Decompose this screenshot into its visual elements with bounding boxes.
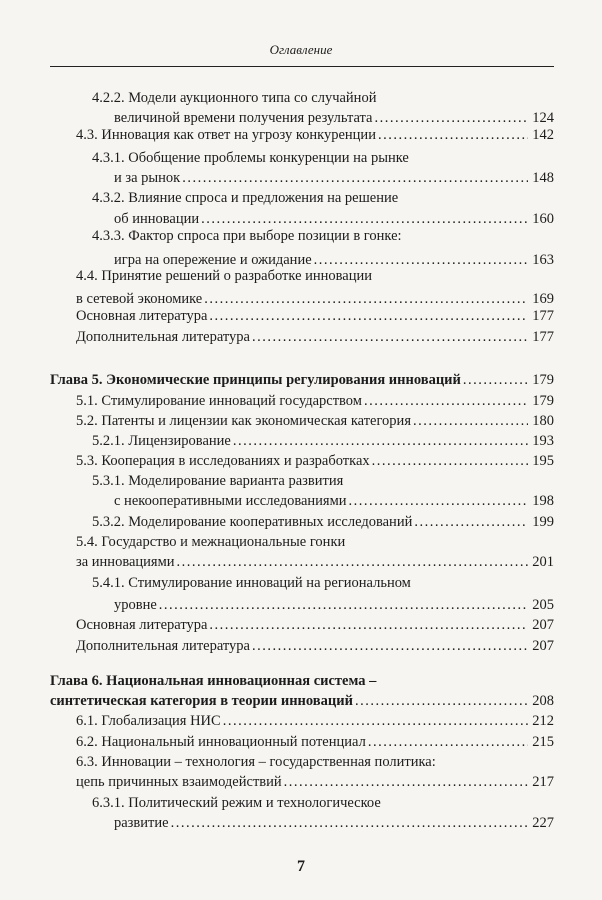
toc-entry-page: 124 bbox=[532, 110, 554, 126]
toc-entry bbox=[50, 732, 554, 752]
toc-entry bbox=[50, 552, 554, 572]
toc-entry bbox=[50, 512, 554, 532]
toc-entry-title: 5.4. Государство и межнациональные гонки bbox=[76, 534, 346, 550]
toc-entry-title: величиной времени получения результата bbox=[114, 110, 373, 126]
toc-entry-title: с некооперативными исследованиями bbox=[114, 493, 347, 509]
toc-entry-title: уровне bbox=[114, 597, 157, 613]
toc-entry-title: Глава 5. Экономические принципы регулирования инноваций bbox=[50, 372, 461, 388]
toc-entry-page: 180 bbox=[532, 413, 554, 429]
toc-entry-title: 5.1. Стимулирование инноваций государством bbox=[76, 393, 362, 409]
toc-entry bbox=[50, 431, 554, 451]
toc-entry bbox=[50, 226, 554, 246]
leader-dots bbox=[414, 512, 528, 532]
toc-entry-title: синтетическая категория в теории инноваций bbox=[50, 693, 353, 709]
toc-entry bbox=[50, 752, 554, 772]
leader-dots bbox=[372, 451, 528, 471]
toc-entry-page: 179 bbox=[532, 393, 554, 409]
page-number: 7 bbox=[297, 858, 305, 875]
toc-entry bbox=[50, 793, 554, 813]
toc-entry-title: игра на опережение и ожидание bbox=[114, 252, 312, 268]
toc-entry-title: Глава 6. Национальная инновационная система – bbox=[50, 673, 377, 689]
leader-dots bbox=[209, 615, 528, 635]
toc-entry-page: 142 bbox=[532, 127, 554, 143]
toc-entry-page: 193 bbox=[532, 433, 554, 449]
toc-entry-page: 163 bbox=[532, 252, 554, 268]
toc-entry-page: 207 bbox=[532, 638, 554, 654]
toc-entry bbox=[50, 671, 554, 691]
toc-entry bbox=[50, 266, 554, 286]
toc-entry-title: развитие bbox=[114, 815, 169, 831]
toc-entry bbox=[50, 148, 554, 168]
leader-dots bbox=[252, 636, 528, 656]
toc-entry-title: 5.4.1. Стимулирование инноваций на региональном bbox=[92, 575, 411, 591]
toc-entry-title: 4.3.3. Фактор спроса при выборе позиции в гонке: bbox=[92, 228, 402, 244]
leader-dots bbox=[355, 691, 528, 711]
toc-entry bbox=[50, 595, 554, 615]
toc-entry-title: 4.4. Принятие решений о разработке инновации bbox=[76, 268, 373, 284]
toc-entry bbox=[50, 88, 554, 108]
toc-entry bbox=[50, 391, 554, 411]
leader-dots bbox=[252, 327, 528, 347]
toc-entry-title: об инновации bbox=[114, 211, 200, 227]
toc-entry-title: 5.2. Патенты и лицензии как экономическая категория bbox=[76, 413, 411, 429]
toc-entry-title: цепь причинных взаимодействий bbox=[76, 774, 282, 790]
leader-dots bbox=[413, 411, 528, 431]
toc-entry bbox=[50, 491, 554, 511]
toc-entry-page: 227 bbox=[532, 815, 554, 831]
toc-entry bbox=[50, 125, 554, 145]
toc-entry bbox=[50, 573, 554, 593]
toc-entry bbox=[50, 691, 554, 711]
toc-entry-page: 208 bbox=[532, 693, 554, 709]
leader-dots bbox=[463, 370, 528, 390]
toc-entry-page: 215 bbox=[532, 734, 554, 750]
toc-entry bbox=[50, 370, 554, 390]
leader-dots bbox=[284, 772, 528, 792]
toc-entry-title: 5.3.1. Моделирование варианта развития bbox=[92, 473, 344, 489]
toc-entry bbox=[50, 711, 554, 731]
toc-entry-title: 4.3. Инновация как ответ на угрозу конкуренции bbox=[76, 127, 376, 143]
toc-entry-title: за инновациями bbox=[76, 554, 175, 570]
leader-dots bbox=[364, 391, 528, 411]
toc-entry bbox=[50, 451, 554, 471]
toc-entry-page: 177 bbox=[532, 329, 554, 345]
toc-entry-page: 195 bbox=[532, 453, 554, 469]
toc-entry bbox=[50, 168, 554, 188]
toc-entry-title: 6.2. Национальный инновационный потенциал bbox=[76, 734, 366, 750]
toc-entry-title: 6.1. Глобализация НИС bbox=[76, 713, 221, 729]
leader-dots bbox=[349, 491, 528, 511]
toc-entry-page: 198 bbox=[532, 493, 554, 509]
toc-entry-page: 205 bbox=[532, 597, 554, 613]
toc-entry-page: 217 bbox=[532, 774, 554, 790]
toc-entry-title: Дополнительная литература bbox=[76, 638, 250, 654]
table-of-contents bbox=[50, 0, 554, 900]
toc-entry bbox=[50, 188, 554, 208]
toc-entry-page: 199 bbox=[532, 514, 554, 530]
toc-entry-title: 4.3.2. Влияние спроса и предложения на решение bbox=[92, 190, 399, 206]
leader-dots bbox=[233, 431, 528, 451]
leader-dots bbox=[177, 552, 528, 572]
toc-entry bbox=[50, 813, 554, 833]
toc-entry bbox=[50, 306, 554, 326]
toc-entry-title: Основная литература bbox=[76, 617, 208, 633]
toc-entry-page: 207 bbox=[532, 617, 554, 633]
toc-entry-title: Основная литература bbox=[76, 308, 208, 324]
toc-entry bbox=[50, 327, 554, 347]
toc-entry-page: 212 bbox=[532, 713, 554, 729]
leader-dots bbox=[171, 813, 528, 833]
toc-entry-page: 169 bbox=[532, 291, 554, 307]
toc-entry bbox=[50, 636, 554, 656]
toc-entry bbox=[50, 615, 554, 635]
toc-entry-title: 6.3.1. Политический режим и технологическое bbox=[92, 795, 381, 811]
toc-entry bbox=[50, 411, 554, 431]
leader-dots bbox=[209, 306, 528, 326]
leader-dots bbox=[159, 595, 528, 615]
toc-entry-title: Дополнительная литература bbox=[76, 329, 250, 345]
leader-dots bbox=[368, 732, 528, 752]
leader-dots bbox=[182, 168, 528, 188]
toc-entry-page: 179 bbox=[532, 372, 554, 388]
toc-entry bbox=[50, 471, 554, 491]
running-head: Оглавление bbox=[269, 42, 333, 57]
toc-entry bbox=[50, 772, 554, 792]
toc-entry-title: 4.3.1. Обобщение проблемы конкуренции на рынке bbox=[92, 150, 409, 166]
toc-entry bbox=[50, 532, 554, 552]
toc-entry-page: 160 bbox=[532, 211, 554, 227]
toc-entry-title: 5.2.1. Лицензирование bbox=[92, 433, 231, 449]
leader-dots bbox=[378, 125, 528, 145]
toc-entry-page: 148 bbox=[532, 170, 554, 186]
toc-entry-page: 177 bbox=[532, 308, 554, 324]
toc-entry-title: 4.2.2. Модели аукционного типа со случайной bbox=[92, 90, 377, 106]
toc-entry-title: в сетевой экономике bbox=[76, 291, 203, 307]
toc-entry-title: 5.3. Кооперация в исследованиях и разработках bbox=[76, 453, 370, 469]
toc-entry-title: и за рынок bbox=[114, 170, 181, 186]
toc-entry-title: 5.3.2. Моделирование кооперативных исследований bbox=[92, 514, 413, 530]
toc-entry-page: 201 bbox=[532, 554, 554, 570]
toc-entry-title: 6.3. Инновации – технология – государственная политика: bbox=[76, 754, 436, 770]
leader-dots bbox=[223, 711, 528, 731]
